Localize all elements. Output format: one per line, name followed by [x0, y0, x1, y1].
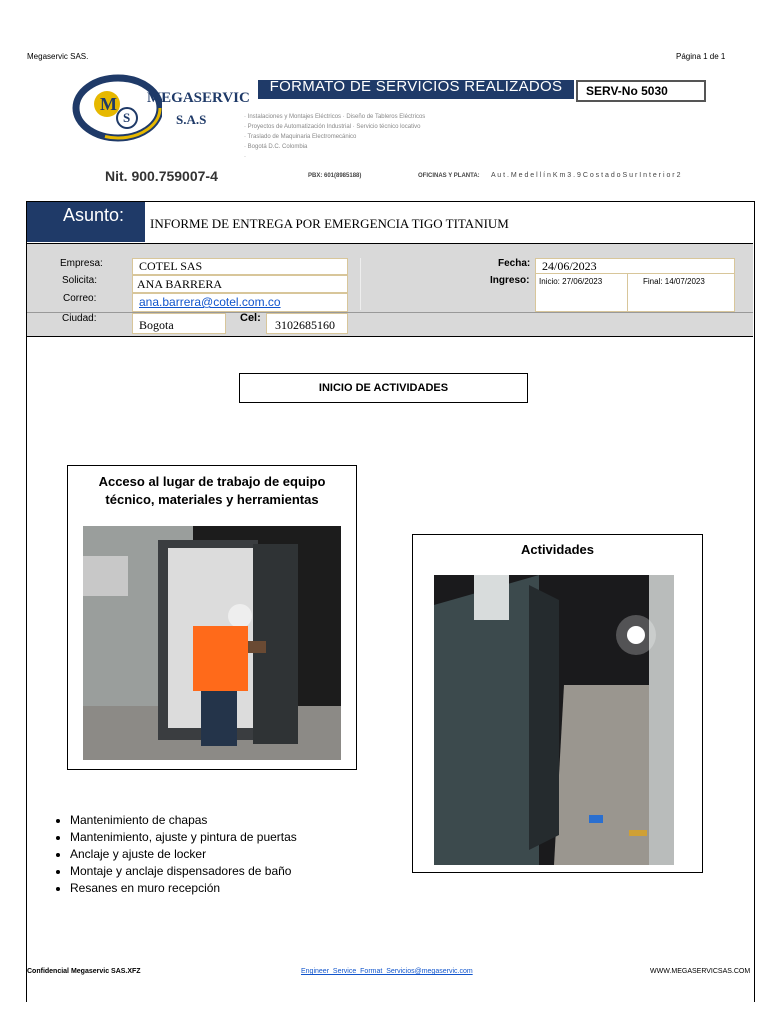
ciudad-label: Ciudad: [62, 313, 97, 324]
ciudad-cell [132, 313, 226, 334]
brand-name: MEGASERVIC [147, 90, 250, 106]
photo-activities [434, 575, 674, 865]
logo-icon [72, 74, 162, 144]
form-title-bar [258, 80, 574, 99]
brand-sub: S.A.S [176, 112, 207, 127]
fecha-cell [535, 258, 735, 274]
ciudad-value: Bogota [139, 318, 174, 332]
correo-label: Correo: [63, 293, 97, 304]
final-value: Final: 14/07/2023 [643, 277, 705, 286]
cel-value: 3102685160 [275, 318, 335, 332]
empresa-label: Empresa: [60, 258, 103, 269]
service-line: · Traslado de Maquinaria Electromecánico [244, 134, 357, 140]
service-line: · Instalaciones y Montajes Eléctricos · Diseño de Tableros Eléctricos [244, 114, 426, 120]
caption-line: técnico, materiales y herramientas [105, 492, 319, 507]
activity-item: • Mantenimiento de chapas [70, 812, 297, 829]
activity-item: • Mantenimiento, ajuste y pintura de puertas [70, 829, 297, 846]
service-line: · Bogotá D.C. Colombia [244, 144, 308, 150]
nit: Nit. 900.759007-4 [105, 168, 218, 184]
services-list [244, 112, 425, 162]
inicio-value: Inicio: 27/06/2023 [539, 277, 603, 286]
offices-label: OFICINAS Y PLANTA: [418, 173, 480, 179]
activity-item: • Anclaje y ajuste de locker [70, 846, 297, 863]
photo-caption-activities: Actividades [521, 542, 594, 557]
asunto-value: INFORME DE ENTREGA POR EMERGENCIA TIGO TITANIUM [150, 216, 509, 231]
serv-number-box [576, 80, 706, 102]
pbx: PBX: 601(8985188) [308, 173, 362, 179]
final-cell [627, 273, 735, 312]
fecha-label: Fecha: [498, 258, 531, 269]
section-title: INICIO DE ACTIVIDADES [239, 373, 528, 403]
solicita-value: ANA BARRERA [137, 277, 223, 291]
footer-confidential: Confidencial Megaservic SAS.XFZ [27, 968, 141, 975]
address: A u t . M e d e l l í n K m 3 . 9 C o s t a d o S u r I n t e r i o r 2 [491, 172, 681, 179]
service-line: · [244, 154, 246, 160]
fecha-value: 24/06/2023 [542, 259, 597, 273]
footer-email-link[interactable]: Engineer_Service_Format_Servicios@megaservic.com [301, 968, 473, 975]
form-title: FORMATO DE SERVICIOS REALIZADOS [269, 78, 563, 95]
page-number: Página 1 de 1 [676, 52, 726, 61]
empresa-value: COTEL SAS [139, 259, 203, 273]
solicita-label: Solicita: [62, 275, 98, 286]
company-logo [72, 74, 162, 144]
photo-access-image [83, 526, 341, 760]
footer-website: WWW.MEGASERVICSAS.COM [650, 968, 751, 975]
photo-activities-image [434, 575, 674, 865]
activity-item: • Resanes en muro recepción [70, 880, 297, 897]
cel-label: Cel: [240, 312, 261, 324]
caption-line: Acceso al lugar de trabajo de equipo [98, 474, 326, 489]
ingreso-label: Ingreso: [490, 275, 530, 286]
logo-letter-s: S [123, 110, 131, 125]
photo-caption-access [68, 473, 356, 509]
photo-access [83, 526, 341, 760]
correo-cell [132, 293, 348, 312]
info-separator [360, 258, 361, 310]
activities-list [48, 812, 297, 897]
solicita-cell [132, 275, 348, 293]
asunto-label: Asunto: [63, 205, 125, 225]
correo-link[interactable]: ana.barrera@cotel.com.co [139, 295, 281, 309]
activity-item: • Montaje y anclaje dispensadores de baño [70, 863, 297, 880]
asunto-label-box [27, 202, 145, 242]
service-line: · Proyectos de Automatización Industrial · Servicio técnico locativo [244, 124, 421, 130]
cel-cell [266, 313, 348, 334]
empresa-cell [132, 258, 348, 275]
serv-number: SERV-No 5030 [586, 84, 668, 98]
logo-letter-m: M [100, 94, 117, 114]
inicio-cell [535, 273, 628, 312]
company-small: Megaservic SAS. [27, 52, 89, 61]
